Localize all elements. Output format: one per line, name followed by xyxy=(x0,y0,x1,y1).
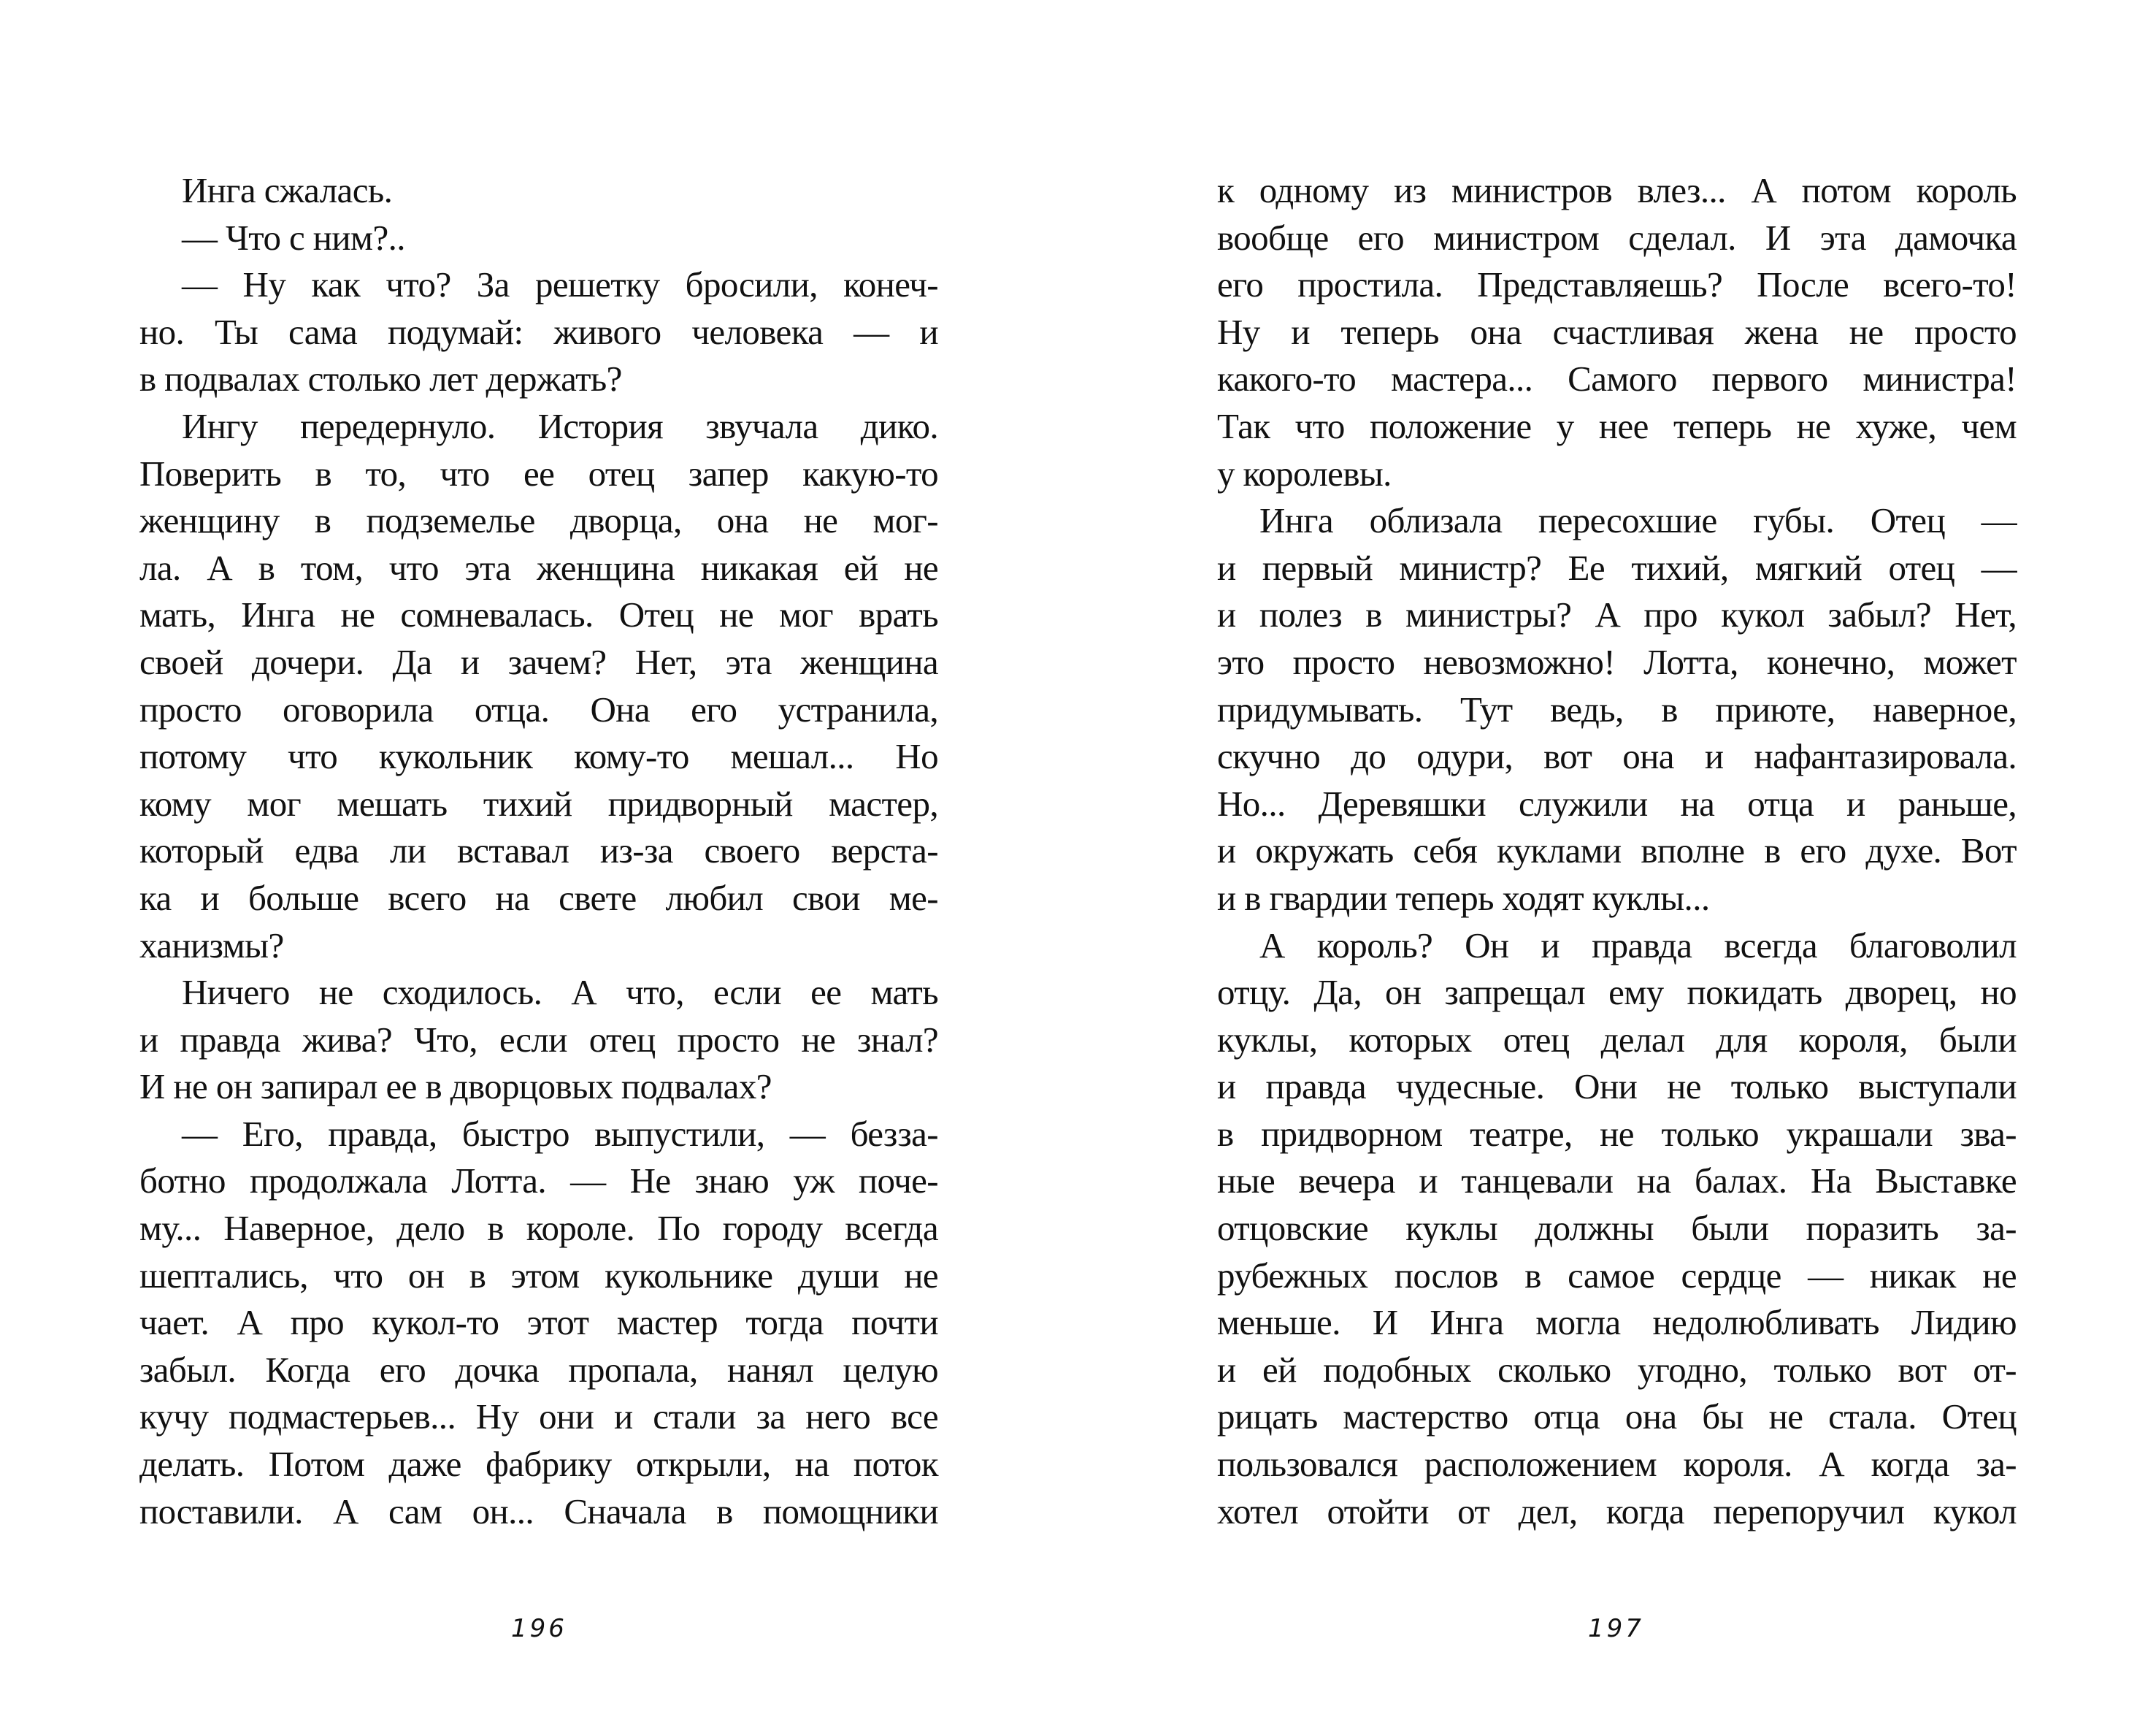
text-line: мать, Инга не сомневалась. Отец не мог врать xyxy=(139,594,938,635)
text-line: чает. А про кукол-то этот мастер тогда почти xyxy=(139,1302,938,1343)
text-line: отцовские куклы должны были поразить за- xyxy=(1217,1208,2017,1249)
text-line: Ничего не сходилось. А что, если ее мать xyxy=(182,972,938,1013)
text-line: просто оговорила отца. Она его устранила, xyxy=(139,689,938,730)
text-line: и правда чудесные. Они не только выступали xyxy=(1217,1066,2017,1107)
page-right xyxy=(1078,0,2156,1725)
text-line: к одному из министров влез... А потом король xyxy=(1217,170,2017,210)
text-line: Инга сжалась. xyxy=(182,170,393,210)
text-line: и первый министр? Ее тихий, мягкий отец — xyxy=(1217,547,2017,588)
text-line: Инга облизала пересохшие губы. Отец — xyxy=(1259,500,2017,541)
page-number-left: 196 xyxy=(511,1614,567,1643)
text-line: это просто невозможно! Лотта, конечно, может xyxy=(1217,641,2017,682)
text-line: который едва ли вставал из-за своего верста- xyxy=(139,830,938,871)
text-line: и полез в министры? А про кукол забыл? Нет, xyxy=(1217,594,2017,635)
text-line: и в гвардии теперь ходят куклы... xyxy=(1217,877,1710,918)
text-line: А король? Он и правда всегда благоволил xyxy=(1259,925,2017,965)
text-line: И не он запирал ее в дворцовых подвалах? xyxy=(139,1066,772,1107)
text-line: шептались, что он в этом кукольнике души не xyxy=(139,1255,938,1296)
page-number-right: 197 xyxy=(1588,1614,1644,1643)
text-line: — Его, правда, быстро выпустили, — безза- xyxy=(182,1113,938,1154)
text-line: Ингу передернуло. История звучала дико. xyxy=(182,405,938,446)
page-right-text xyxy=(1217,167,2017,1535)
text-line: ханизмы? xyxy=(139,925,284,965)
text-line: хотел отойти от дел, когда перепоручил кукол xyxy=(1217,1491,2017,1531)
text-line: и окружать себя куклами вполне в его духе. Вот xyxy=(1217,830,2017,871)
text-line: куклы, которых отец делал для короля, были xyxy=(1217,1019,2017,1060)
text-line: но. Ты сама подумай: живого человека — и xyxy=(139,311,938,352)
text-line: женщину в подземелье дворца, она не мог- xyxy=(139,500,938,541)
text-line: му... Наверное, дело в короле. По городу всегда xyxy=(139,1208,938,1249)
text-line: меньше. И Инга могла недолюбливать Лидию xyxy=(1217,1302,2017,1343)
text-line: какого-то мастера... Самого первого министра! xyxy=(1217,359,2017,399)
text-line: у королевы. xyxy=(1217,453,1392,494)
text-line: кучу подмастерьев... Ну они и стали за него все xyxy=(139,1396,938,1437)
text-line: Ну и теперь она счастливая жена не просто xyxy=(1217,311,2017,352)
text-line: — Что с ним?.. xyxy=(182,217,405,258)
page-left-text xyxy=(139,167,938,1535)
text-line: забыл. Когда его дочка пропала, нанял целую xyxy=(139,1349,938,1390)
text-line: в придворном театре, не только украшали зва- xyxy=(1217,1113,2017,1154)
text-line: ла. А в том, что эта женщина никакая ей не xyxy=(139,547,938,588)
text-line: отцу. Да, он запрещал ему покидать дворец, но xyxy=(1217,972,2017,1013)
text-line: поставили. А сам он... Сначала в помощники xyxy=(139,1491,938,1531)
text-line: кому мог мешать тихий придворный мастер, xyxy=(139,783,938,824)
text-line: потому что кукольник кому-то мешал... Но xyxy=(139,736,938,777)
text-line: своей дочери. Да и зачем? Нет, эта женщина xyxy=(139,641,938,682)
text-line: его простила. Представляешь? После всего-то! xyxy=(1217,264,2017,305)
text-line: ка и больше всего на свете любил свои ме- xyxy=(139,877,938,918)
text-line: пользовался расположением короля. А когда за- xyxy=(1217,1444,2017,1485)
text-line: и правда жива? Что, если отец просто не знал? xyxy=(139,1019,938,1060)
text-line: Так что положение у нее теперь не хуже, чем xyxy=(1217,405,2017,446)
text-line: ботно продолжала Лотта. — Не знаю уж поче- xyxy=(139,1160,938,1201)
text-line: делать. Потом даже фабрику открыли, на поток xyxy=(139,1444,938,1485)
text-line: скучно до одури, вот она и нафантазировала. xyxy=(1217,736,2017,777)
text-line: рубежных послов в самое сердце — никак не xyxy=(1217,1255,2017,1296)
text-line: — Ну как что? За решетку бросили, конеч- xyxy=(182,264,938,305)
text-line: Но... Деревяшки служили на отца и раньше, xyxy=(1217,783,2017,824)
text-line: ные вечера и танцевали на балах. На Выставке xyxy=(1217,1160,2017,1201)
text-line: Поверить в то, что ее отец запер какую-то xyxy=(139,453,938,494)
text-line: придумывать. Тут ведь, в приюте, наверное, xyxy=(1217,689,2017,730)
text-line: в подвалах столько лет держать? xyxy=(139,359,622,399)
text-line: рицать мастерство отца она бы не стала. Отец xyxy=(1217,1396,2017,1437)
text-line: вообще его министром сделал. И эта дамочка xyxy=(1217,217,2017,258)
text-line: и ей подобных сколько угодно, только вот от- xyxy=(1217,1349,2017,1390)
